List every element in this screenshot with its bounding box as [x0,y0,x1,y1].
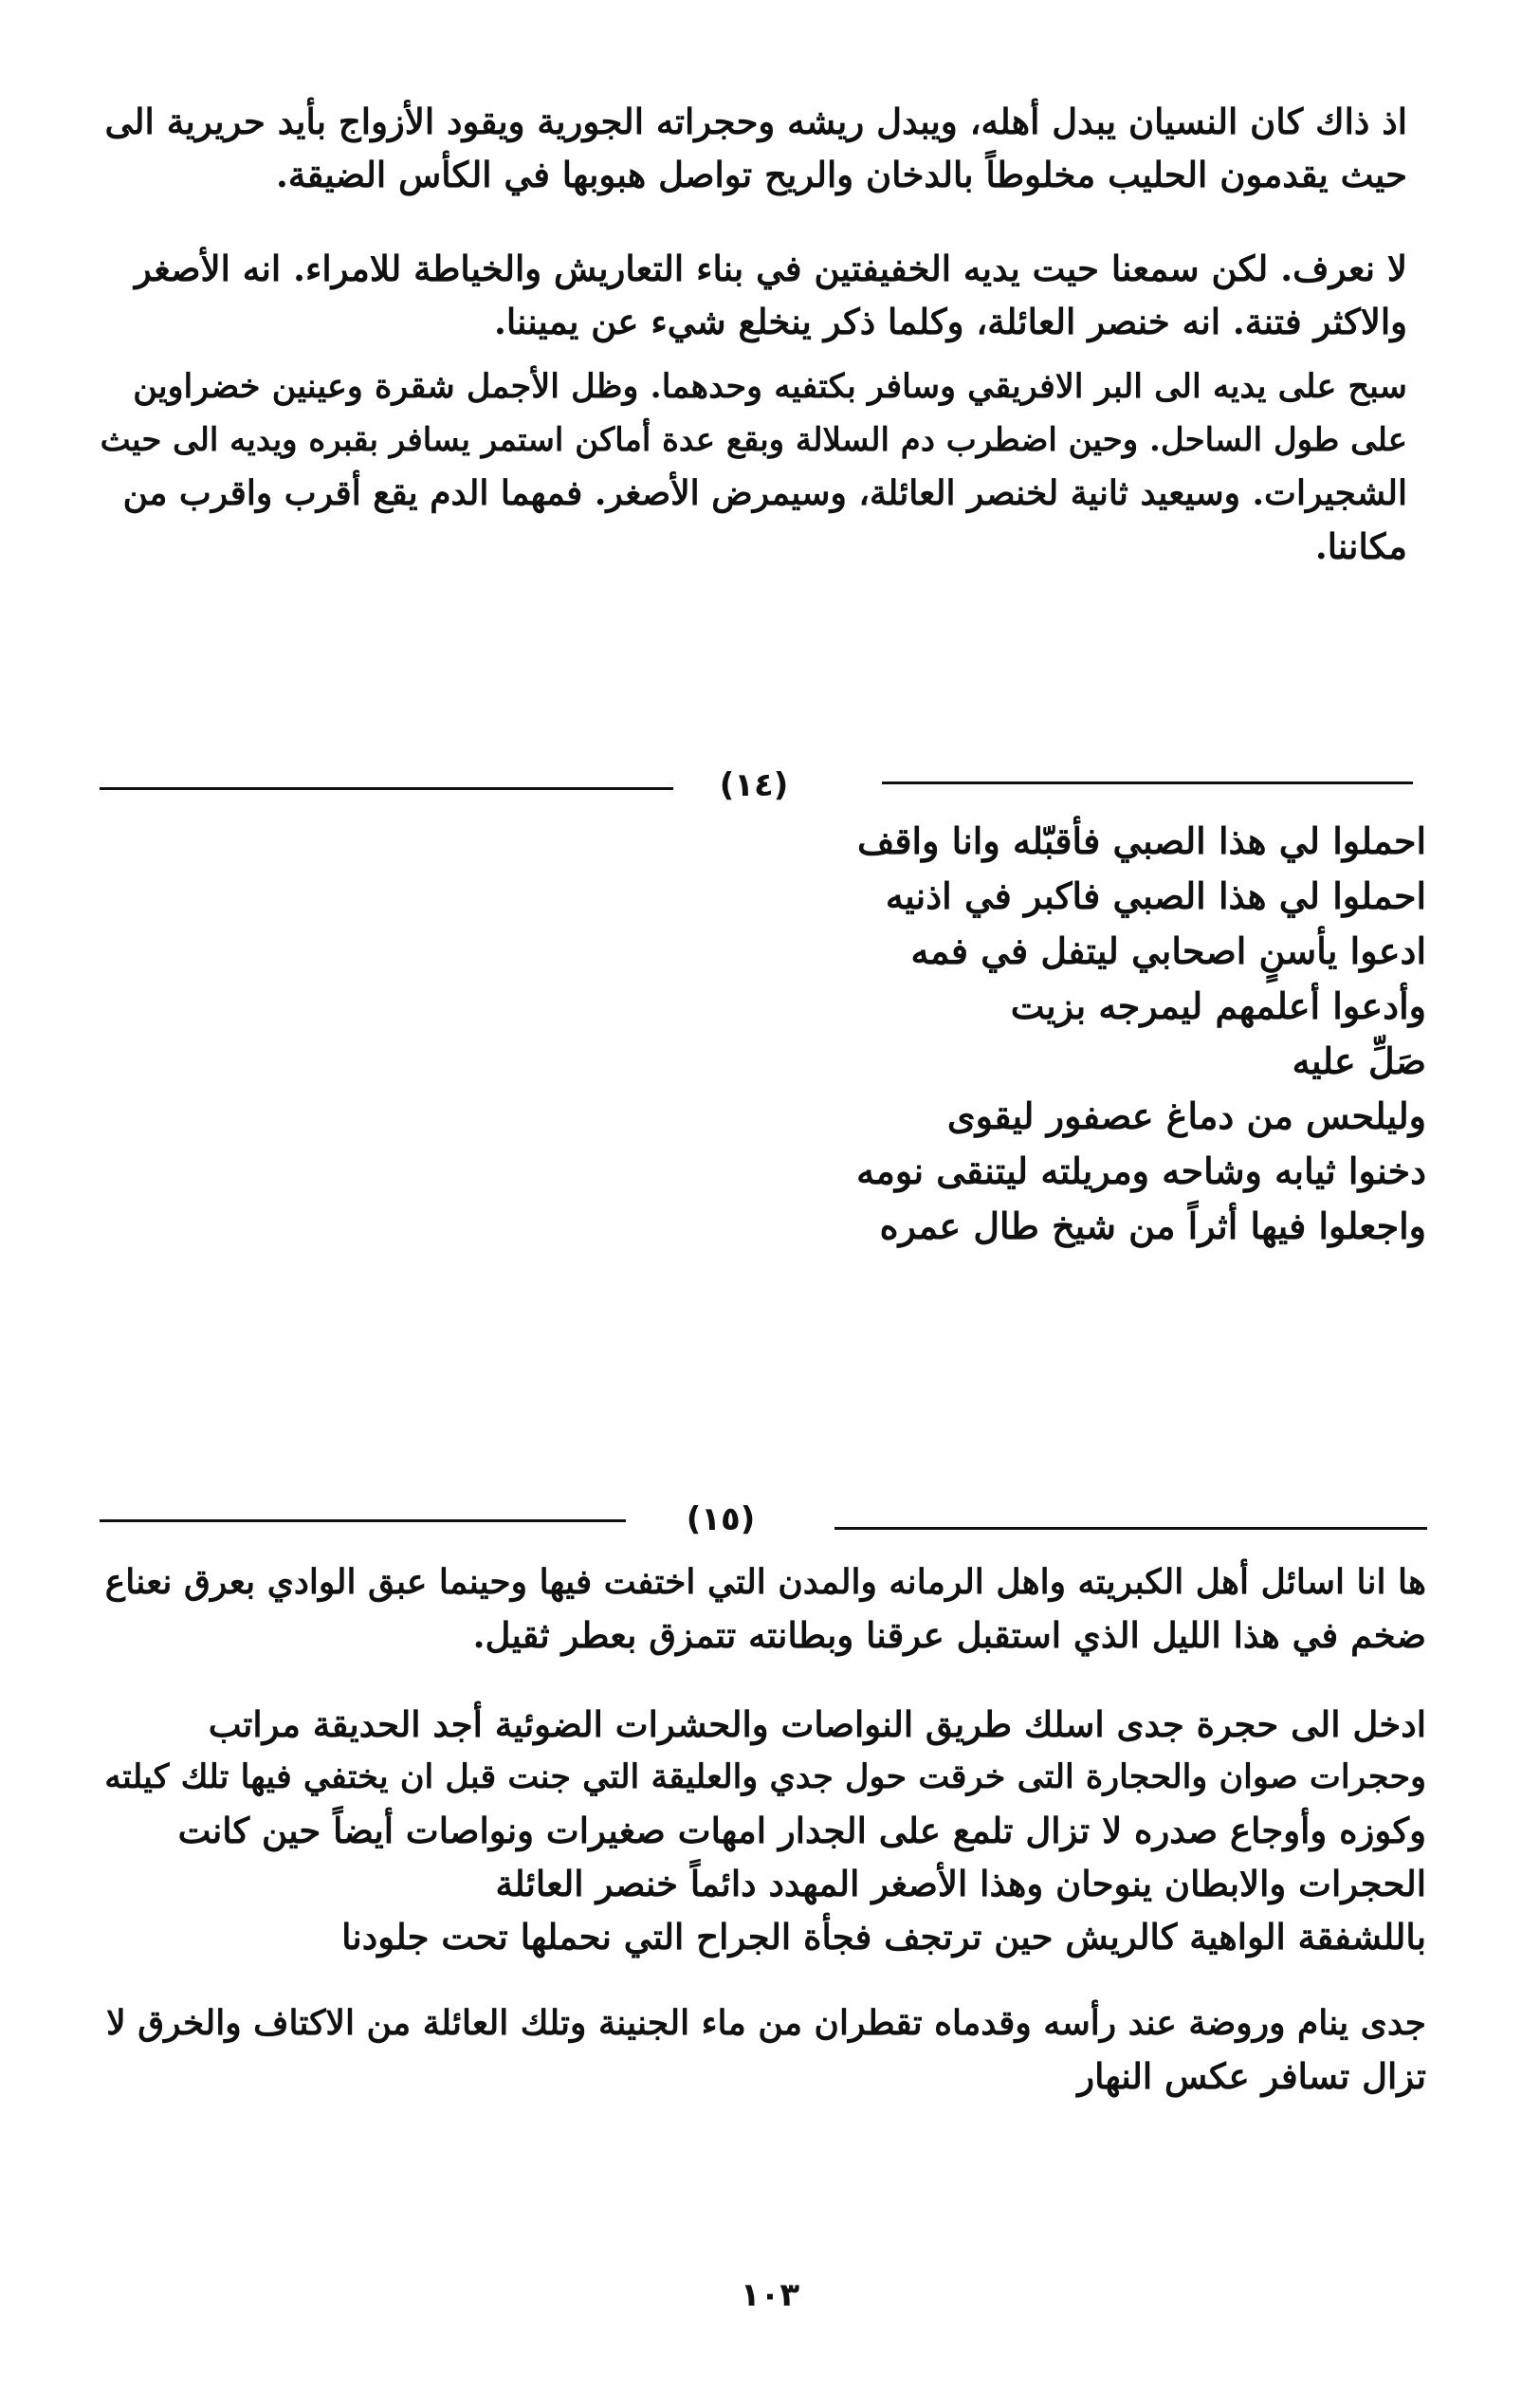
poem-line: وليلحس من دماغ عصفور ليقوى [946,1094,1426,1137]
section-number-15: (١٥) [686,1500,756,1538]
poem-line: دخنوا ثيابه وشاحه ومريلته ليتنقى نومه [856,1149,1426,1192]
paragraph-5 [80,1698,1426,1963]
section-divider-left [100,787,673,790]
poem-line: احملوا لي هذا الصبي فأقبّله وانا واقف [857,819,1426,862]
paragraph-4 [80,1555,1426,1662]
paragraph-line: ها انا اسائل أهل الكبريته واهل الرمانه والمدن التي اختفت فيها وحينما عبق الوادي بعرق نعناع [104,1562,1426,1602]
paragraph-line: سبح على يديه الى البر الافريقي وسافر بكتفيه وحدهما. وظل الأجمل شقرة وعينين خضراوين [133,367,1407,406]
paragraph-line: والاكثر فتنة. انه خنصر العائلة، وكلما ذكر ينخلع شيء عن يميننا. [494,301,1407,342]
section-number-14: (١٤) [719,766,789,804]
section-divider-right [882,781,1413,784]
paragraph-line: على طول الساحل. وحين اضطرب دم السلالة وبقع عدة أماكن استمر يسافر بقبره ويديه الى حيث [100,421,1407,459]
paragraph-line: مكاننا. [1314,525,1407,567]
paragraph-2 [99,242,1407,348]
poem-line: وأدعوا أعلمهم ليمرجه بزيت [1010,984,1426,1027]
page-number: ١٠٣ [740,2276,800,2314]
paragraph-line: الحجرات والابطان ينوحان وهذا الأصغر المهدد دائماً خنصر العائلة [495,1863,1426,1904]
paragraph-line: حيث يقدمون الحليب مخلوطاً بالدخان والريح تواصل هبوبها في الكأس الضيقة. [275,154,1407,195]
poem-line: صَلِّ عليه [1292,1039,1426,1082]
poem-line: واجعلوا فيها أثراً من شيخ طال عمره [879,1204,1426,1247]
poem-line: احملوا لي هذا الصبي فاكبر في اذنيه [885,874,1426,917]
paragraph-line: جدى ينام وروضة عند رأسه وقدماه تقطران من ماء الجنينة وتلك العائلة من الاكتاف والخرق لا [106,2003,1426,2043]
section-divider-left [100,1519,626,1522]
paragraph-line: باللشفقة الواهية كالريش حين ترتجف فجأة الجراح التي نحملها تحت جلودنا [341,1916,1426,1958]
paragraph-line: اذ ذاك كان النسيان يبدل أهله، ويبدل ريشه وحجراته الجورية ويقود الأزواج بأيد حريرية الى [104,101,1407,142]
paragraph-line: الشجيرات. وسيعيد ثانية لخنصر العائلة، وسيمرض الأصغر. فمهما الدم يقع أقرب واقرب من [122,473,1407,513]
paragraph-line: تزال تسافر عكس النهار [1077,2055,1426,2097]
paragraph-3 [99,360,1407,573]
paragraph-line: ادخل الى حجرة جدى اسلك طريق النواصات والحشرات الضوئية أجد الحديقة مراتب [208,1703,1426,1745]
paragraph-line: ضخم في هذا الليل الذي استقبل عرقنا وبطانته تتمزق بعطر ثقيل. [472,1614,1426,1656]
poem-line: ادعوا يأسنٍ اصحابي ليتفل في فمه [910,929,1426,972]
paragraph-6 [80,1996,1426,2103]
poem-stanza [573,814,1426,1254]
section-divider-right [834,1527,1427,1530]
paragraph-line: لا نعرف. لكن سمعنا حيت يديه الخفيفتين في بناء التعاريش والخياطة للامراء. انه الأصغر [134,248,1407,289]
paragraph-line: وحجرات صوان والحجارة التى خرقت حول جدي والعليقة التي جنت قبل ان يختفي فيها تلك كيلته [104,1757,1426,1796]
paragraph-1 [99,95,1407,201]
paragraph-line: وكوزه وأوجاع صدره لا تزال تلمع على الجدار امهات صغيرات ونواصات أيضاً حين كانت [177,1810,1426,1851]
